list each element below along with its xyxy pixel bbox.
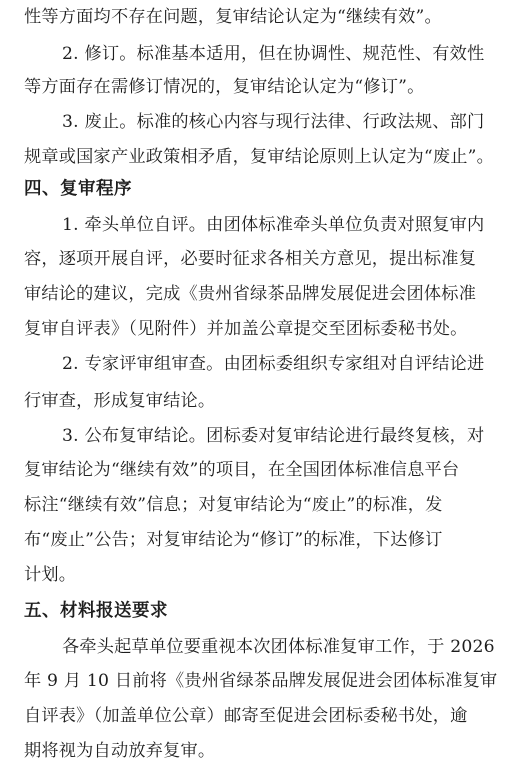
text-line-11: 2. 专家评审组审查。由团标委组织专家组对自评结论进 xyxy=(62,354,485,374)
text-line-20: 年 9 月 10 日前将《贵州省绿茶品牌发展促进会团体标准复审 xyxy=(24,671,498,691)
text-line-1: 性等方面均不存在问题，复审结论认定为“继续有效”。 xyxy=(24,7,442,27)
text-line-15: 标注“继续有效”信息；对复审结论为“废止”的标准，发 xyxy=(24,495,443,515)
text-line-21: 自评表》（加盖单位公章）邮寄至促进会团标委秘书处，逾 xyxy=(24,706,468,726)
text-line-2: 2. 修订。标准基本适用，但在协调性、规范性、有效性 xyxy=(62,44,485,64)
text-line-17: 计划。 xyxy=(24,565,77,585)
text-line-3: 等方面存在需修订情况的，复审结论认定为“修订”。 xyxy=(24,77,425,97)
text-line-12: 行审查，形成复审结论。 xyxy=(24,391,216,411)
text-line-19: 各牵头起草单位要重视本次团体标准复审工作，于 2026 xyxy=(62,637,495,657)
text-line-4: 3. 废止。标准的核心内容与现行法律、行政法规、部门 xyxy=(62,112,485,132)
section-heading-review-procedure: 四、复审程序 xyxy=(24,179,132,199)
text-line-7: 1. 牵头单位自评。由团体标准牵头单位负责对照复审内 xyxy=(62,215,485,235)
text-line-8: 容，逐项开展自评，必要时征求各相关方意见，提出标准复 xyxy=(24,249,477,269)
text-line-22: 期将视为自动放弃复审。 xyxy=(24,741,216,761)
text-line-5: 规章或国家产业政策相矛盾，复审结论原则上认定为“废止”。 xyxy=(24,147,495,167)
text-line-13: 3. 公布复审结论。团标委对复审结论进行最终复核，对 xyxy=(62,426,485,446)
text-line-10: 复审自评表》（见附件）并加盖公章提交至团标委秘书处。 xyxy=(24,319,468,339)
section-heading-submission-requirements: 五、材料报送要求 xyxy=(24,601,168,621)
text-line-16: 布“废止”公告；对复审结论为“修订”的标准，下达修订 xyxy=(24,530,443,550)
text-line-14: 复审结论为“继续有效”的项目，在全国团体标准信息平台 xyxy=(24,460,460,480)
text-line-9: 审结论的建议，完成《贵州省绿茶品牌发展促进会团体标准 xyxy=(24,284,477,304)
